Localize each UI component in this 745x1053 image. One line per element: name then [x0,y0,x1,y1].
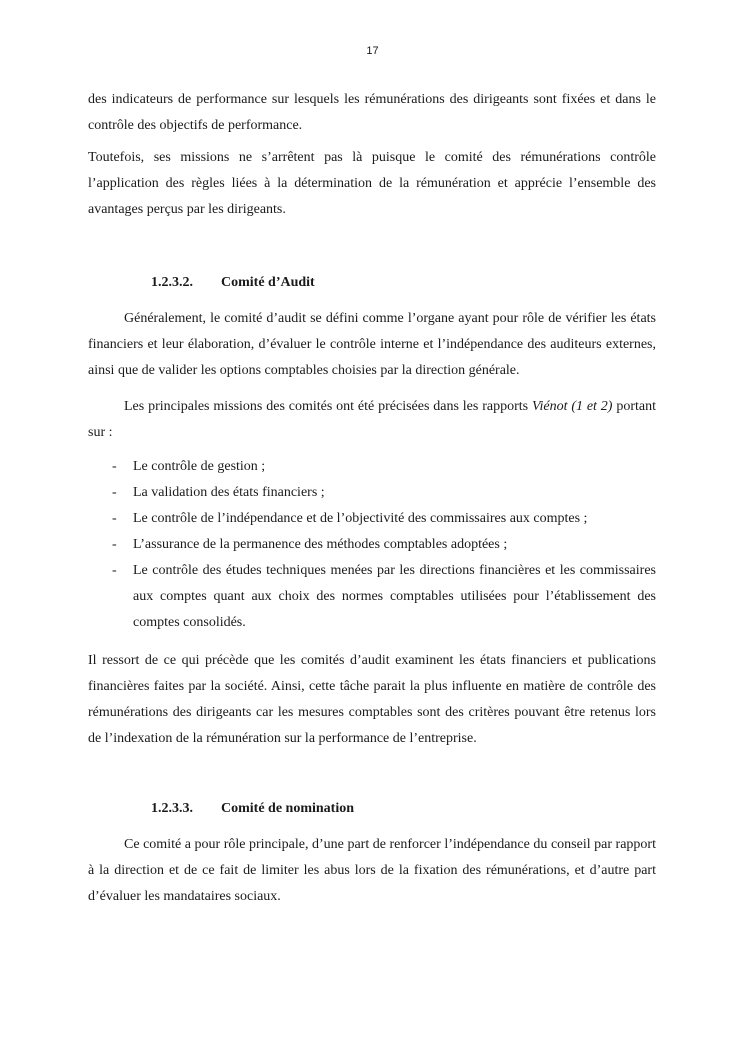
paragraph-audit-committee-definition: Généralement, le comité d’audit se défini comme l’organe ayant pour rôle de vérifier les états financiers et leur élaboration, d’évaluer le contrôle interne et l’indépendance des auditeurs externes, ainsi que de valider les options comptables choisies par la direction générale. [88,311,656,378]
report-reference: Viénot (1 et 2) [531,399,613,414]
paragraph-text: portant sur : [88,399,657,440]
section-title: Comité d’Audit [221,275,315,290]
list-item: - L’assurance de la permanence des méthodes comptables adoptées ; [88,532,656,558]
list-item: - Le contrôle de l’indépendance et de l’objectivité des commissaires aux comptes ; [88,506,656,532]
section-heading-audit-committee [151,273,315,293]
list-item: - Le contrôle de gestion ; [88,454,656,480]
list-marker: - [112,485,117,500]
list-marker: - [112,563,117,578]
audit-missions-list [88,454,656,636]
paragraph-audit-committee-conclusion: Il ressort de ce qui précède que les comités d’audit examinent les états financiers et publications financières faites par la société. Ainsi, cette tâche parait la plus influente en matière de contrôle des rémunérations des dirigeants car les mesures comptables sont des critères pouvant être retenus lors de l’indexation de la rémunération sur la performance de l’entreprise. [88,653,656,746]
list-marker: - [112,459,117,474]
list-item: - Le contrôle des études techniques menées par les directions financières et les commissaires aux comptes quant aux choix des normes comptables utilisées pour l’établissement des comptes consolidés. [88,558,656,636]
paragraph-performance-indicators: des indicateurs de performance sur lesquels les rémunérations des dirigeants sont fixées et dans le contrôle des objectifs de performance. [88,92,656,133]
paragraph-text: Les principales missions des comités ont été précisées dans les rapports [124,399,532,414]
section-heading-nomination-committee [151,799,354,819]
section-number: 1.2.3.2. [151,275,193,290]
section-title: Comité de nomination [221,801,354,816]
page-number: 17 [366,45,379,57]
paragraph-nomination-committee-role: Ce comité a pour rôle principale, d’une part de renforcer l’indépendance du conseil par rapport à la direction et de ce fait de limiter les abus lors de la fixation des rémunérations, et d’autre part d’évaluer les mandataires sociaux. [88,837,656,904]
paragraph-remuneration-committee-missions: Toutefois, ses missions ne s’arrêtent pas là puisque le comité des rémunérations contrôle l’application des règles liées à la détermination de la rémunération et apprécie l’ensemble des avantages perçus par les dirigeants. [88,150,656,217]
paragraph-vienot-reports [88,394,656,446]
section-number: 1.2.3.3. [151,801,193,816]
list-marker: - [112,537,117,552]
list-item: - La validation des états financiers ; [88,480,656,506]
list-marker: - [112,511,117,526]
